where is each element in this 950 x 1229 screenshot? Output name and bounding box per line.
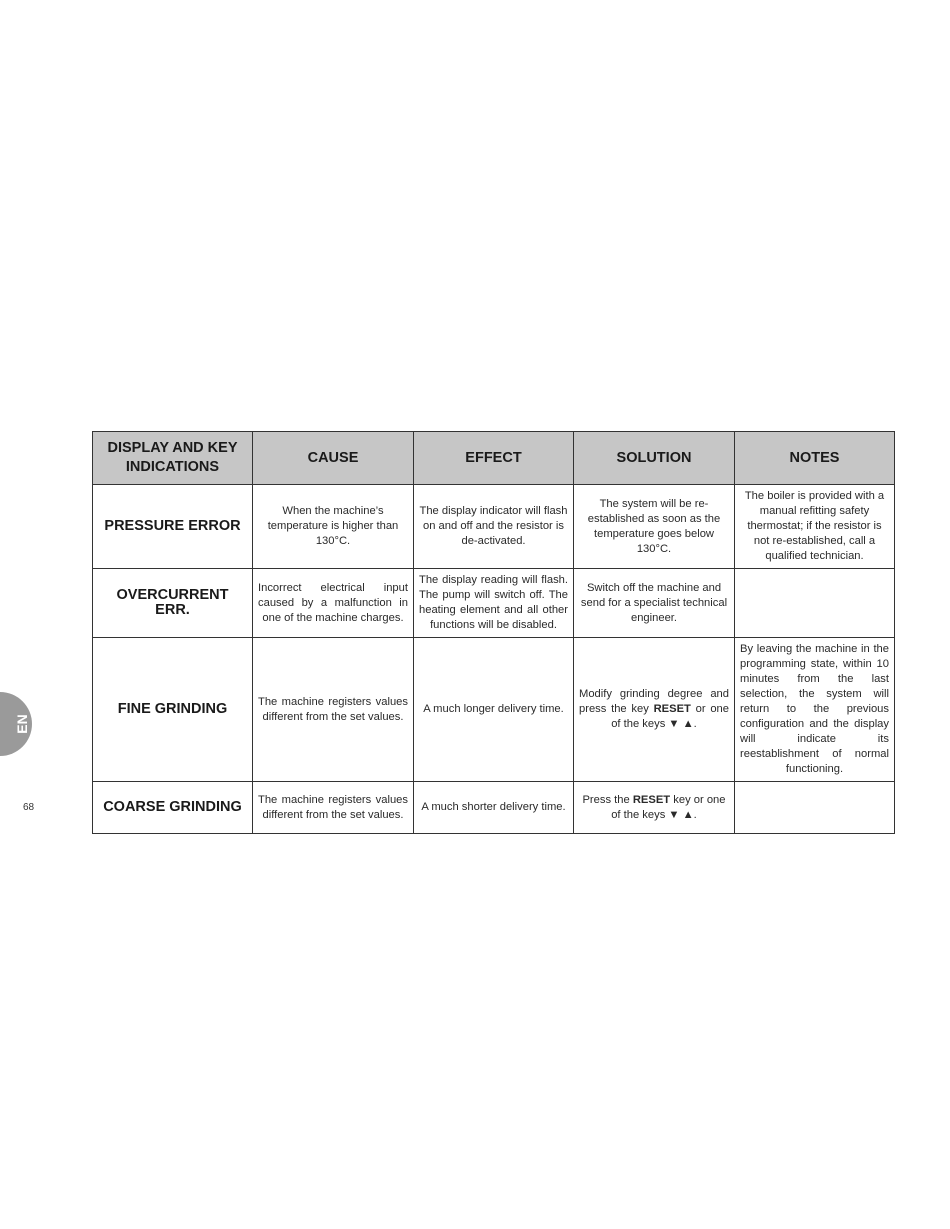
- indication-cell: COARSE GRINDING: [93, 782, 253, 834]
- effect-cell: A much shorter delivery time.: [414, 782, 574, 834]
- solution-text-post: or one of the keys ▼ ▲.: [611, 703, 729, 730]
- notes-cell: By leaving the machine in the programming state, within 10 minutes from the last selection, the system will return to the previous configuration and the display will indicate its reestablishment of normal functioning.: [735, 638, 895, 782]
- table-header-row: [93, 432, 895, 485]
- indication-cell: OVERCURRENT ERR.: [93, 569, 253, 638]
- solution-text-pre: Modify grinding degree and press the key: [579, 688, 729, 715]
- notes-cell: [735, 569, 895, 638]
- cause-cell: The machine registers values different from the set values.: [253, 782, 414, 834]
- reset-key-label: RESET: [632, 793, 671, 806]
- cause-cell: When the machine’s temperature is higher than 130°C.: [253, 485, 414, 569]
- effect-cell: The display reading will flash. The pump will switch off. The heating element and all other functions will be disabled.: [414, 569, 574, 638]
- header-effect: EFFECT: [414, 432, 574, 485]
- troubleshooting-table: [92, 431, 895, 834]
- solution-cell: The system will be re-established as soon as the temperature goes below 130°C.: [574, 485, 735, 569]
- cause-cell: Incorrect electrical input caused by a malfunction in one of the machine charges.: [253, 569, 414, 638]
- header-cause: CAUSE: [253, 432, 414, 485]
- table-row: [93, 638, 895, 782]
- table-row: [93, 782, 895, 834]
- indication-cell: PRESSURE ERROR: [93, 485, 253, 569]
- reset-key-label: RESET: [653, 703, 691, 715]
- table-row: [93, 485, 895, 569]
- solution-cell: Switch off the machine and send for a specialist technical engineer.: [574, 569, 735, 638]
- indication-cell: FINE GRINDING: [93, 638, 253, 782]
- solution-cell: [574, 638, 735, 782]
- solution-text-post: key or one of the keys ▼ ▲.: [611, 793, 726, 821]
- header-display-key-indications: DISPLAY AND KEY INDICATIONS: [93, 432, 253, 485]
- notes-cell: The boiler is provided with a manual refitting safety thermostat; if the resistor is not re-established, call a qualified technician.: [735, 485, 895, 569]
- notes-cell: [735, 782, 895, 834]
- solution-text-pre: Press the: [582, 793, 630, 806]
- cause-cell: The machine registers values different from the set values.: [253, 638, 414, 782]
- effect-cell: A much longer delivery time.: [414, 638, 574, 782]
- page-number: 68: [23, 802, 35, 813]
- solution-cell: [574, 782, 735, 834]
- table-row: [93, 569, 895, 638]
- header-notes: NOTES: [735, 432, 895, 485]
- effect-cell: The display indicator will flash on and off and the resistor is de-activated.: [414, 485, 574, 569]
- header-solution: SOLUTION: [574, 432, 735, 485]
- language-label: EN: [14, 714, 30, 734]
